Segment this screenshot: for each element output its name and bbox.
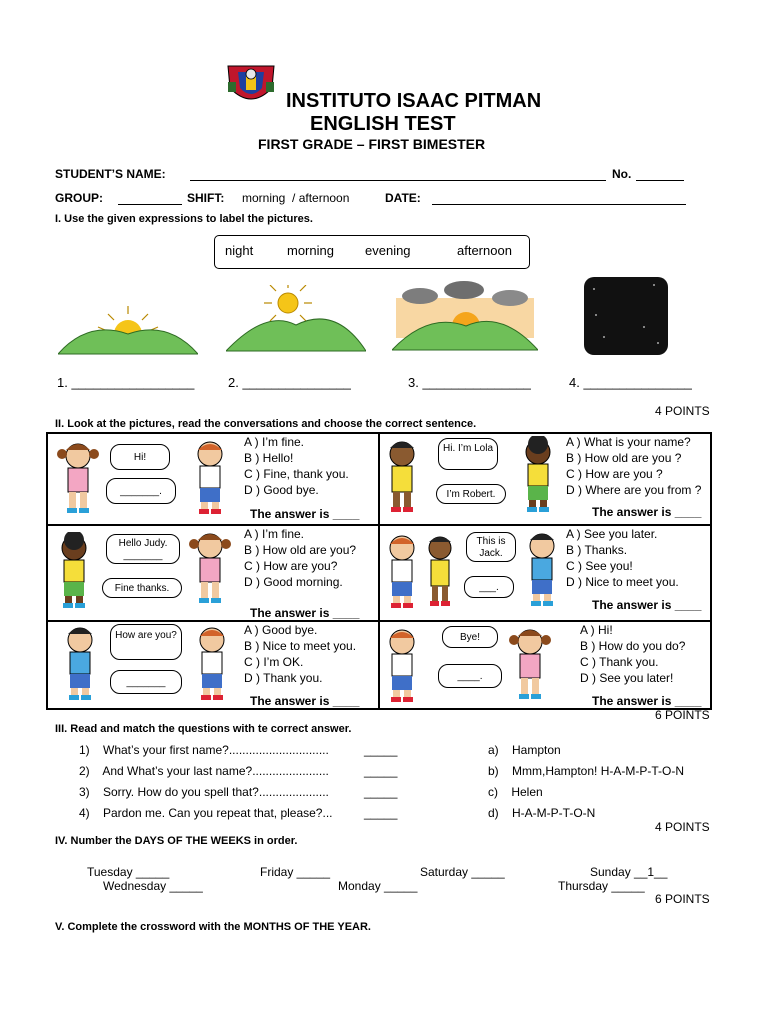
option-d[interactable]: D ) Good morning. bbox=[244, 575, 343, 589]
test-title: ENGLISH TEST bbox=[310, 113, 456, 135]
option-c[interactable]: C ) How are you ? bbox=[566, 467, 663, 481]
school-name: INSTITUTO ISAAC PITMAN bbox=[286, 90, 542, 112]
match-answer-d: d) H-A-M-P-T-O-N bbox=[488, 806, 596, 820]
conversation-grid bbox=[46, 432, 712, 710]
boy-figure bbox=[520, 530, 564, 613]
word-evening: evening bbox=[365, 243, 411, 258]
option-b[interactable]: B ) How old are you ? bbox=[566, 451, 682, 465]
speech-bubble-2: Fine thanks. bbox=[102, 578, 182, 598]
school-logo bbox=[220, 58, 282, 110]
option-d[interactable]: D ) Thank you. bbox=[244, 671, 323, 685]
option-d[interactable]: D ) See you later! bbox=[580, 671, 674, 685]
noon-sun-picture bbox=[226, 285, 366, 362]
answer-blank[interactable]: The answer is ____ bbox=[250, 507, 360, 521]
speech-bubble-2: I’m Robert. bbox=[436, 484, 506, 504]
option-b[interactable]: B ) Thanks. bbox=[566, 543, 628, 557]
group-label: GROUP: bbox=[55, 191, 103, 205]
match-answer-b: b) Mmm,Hampton! H-A-M-P-T-O-N bbox=[488, 764, 685, 778]
option-a[interactable]: A ) Hi! bbox=[580, 623, 613, 637]
option-c[interactable]: C ) I’m OK. bbox=[244, 655, 304, 669]
option-c[interactable]: C ) Thank you. bbox=[580, 655, 659, 669]
answer-blank[interactable]: The answer is ____ bbox=[250, 606, 360, 620]
option-c[interactable]: C ) See you! bbox=[566, 559, 633, 573]
girl-figure bbox=[508, 626, 552, 707]
grade-subtitle: FIRST GRADE – FIRST BIMESTER bbox=[258, 136, 486, 152]
match-answer-c: c) Helen bbox=[488, 785, 543, 799]
option-a[interactable]: A ) I’m fine. bbox=[244, 527, 305, 541]
option-d[interactable]: D ) Where are you from ? bbox=[566, 483, 702, 497]
boy-figure bbox=[52, 532, 96, 615]
match-question-1: 1) What’s your first name?.............................. bbox=[79, 743, 329, 757]
day-wednesday[interactable]: Wednesday _____ bbox=[103, 879, 203, 893]
section-1-points: 4 POINTS bbox=[655, 404, 710, 418]
option-b[interactable]: B ) How do you do? bbox=[580, 639, 686, 653]
girl-figure bbox=[380, 438, 424, 521]
speech-bubble-1: How are you? bbox=[110, 624, 182, 660]
speech-bubble-1: Bye! bbox=[442, 626, 498, 648]
answer-blank[interactable]: The answer is ____ bbox=[592, 694, 702, 708]
day-sunday[interactable]: Sunday __1__ bbox=[590, 865, 668, 879]
word-bank bbox=[214, 235, 530, 269]
option-a[interactable]: A ) What is your name? bbox=[566, 435, 691, 449]
boy-figure bbox=[188, 438, 232, 521]
match-blank-1[interactable]: _____ bbox=[364, 743, 398, 757]
speech-bubble-2: _______. bbox=[106, 478, 176, 504]
day-monday[interactable]: Monday _____ bbox=[338, 879, 418, 893]
day-friday[interactable]: Friday _____ bbox=[260, 865, 331, 879]
option-b[interactable]: B ) Hello! bbox=[244, 451, 294, 465]
conversation-cell-3 bbox=[47, 525, 379, 621]
word-morning: morning bbox=[287, 243, 334, 258]
conversation-cell-1 bbox=[47, 433, 379, 525]
day-tuesday[interactable]: Tuesday _____ bbox=[87, 865, 170, 879]
boy-figure bbox=[190, 624, 234, 707]
match-blank-3[interactable]: _____ bbox=[364, 785, 398, 799]
section-2-title: II. Look at the pictures, read the conversations and choose the correct sentence. bbox=[55, 418, 477, 430]
option-a[interactable]: A ) I’m fine. bbox=[244, 435, 305, 449]
section-1-title: I. Use the given expressions to label the pictures. bbox=[55, 213, 313, 225]
girl-figure bbox=[56, 440, 100, 521]
conversation-cell-5 bbox=[47, 621, 379, 709]
section-4-title: IV. Number the DAYS OF THE WEEKS in order. bbox=[55, 835, 298, 847]
option-d[interactable]: D ) Nice to meet you. bbox=[566, 575, 679, 589]
match-answer-a: a) Hampton bbox=[488, 743, 561, 757]
group-field[interactable] bbox=[118, 204, 182, 205]
match-question-2: 2) And What’s your last name?....................... bbox=[79, 764, 329, 778]
boy-figure bbox=[380, 532, 424, 615]
answer-blank[interactable]: The answer is ____ bbox=[250, 694, 360, 708]
evening-picture bbox=[392, 280, 538, 361]
option-c[interactable]: C ) How are you? bbox=[244, 559, 338, 573]
match-blank-2[interactable]: _____ bbox=[364, 764, 398, 778]
date-field[interactable] bbox=[432, 204, 686, 205]
answer-blank[interactable]: The answer is ____ bbox=[592, 505, 702, 519]
conversation-cell-4 bbox=[379, 525, 711, 621]
section-2-points: 6 POINTS bbox=[655, 708, 710, 722]
picture-blank-3[interactable]: 3. _______________ bbox=[408, 375, 531, 390]
shift-label: SHIFT: bbox=[187, 191, 225, 205]
day-saturday[interactable]: Saturday _____ bbox=[420, 865, 505, 879]
boy-figure bbox=[58, 624, 102, 707]
match-question-4: 4) Pardon me. Can you repeat that, please?... bbox=[79, 806, 333, 820]
speech-bubble-2: _______ bbox=[110, 670, 182, 694]
section-5-title: V. Complete the crossword with the MONTHS OF THE YEAR. bbox=[55, 921, 371, 933]
conversation-cell-2 bbox=[379, 433, 711, 525]
sunrise-picture bbox=[58, 290, 198, 365]
match-question-3: 3) Sorry. How do you spell that?..................... bbox=[79, 785, 329, 799]
option-b[interactable]: B ) Nice to meet you. bbox=[244, 639, 357, 653]
night-picture bbox=[584, 277, 668, 360]
student-name-label: STUDENT’S NAME: bbox=[55, 167, 166, 181]
boy-figure bbox=[380, 626, 424, 709]
speech-bubble-1: Hello Judy. _______ bbox=[106, 534, 180, 564]
girl-figure bbox=[188, 530, 232, 611]
option-c[interactable]: C ) Fine, thank you. bbox=[244, 467, 349, 481]
answer-blank[interactable]: The answer is ____ bbox=[592, 598, 702, 612]
word-night: night bbox=[225, 243, 254, 258]
number-field[interactable] bbox=[636, 180, 684, 181]
conversation-cell-6 bbox=[379, 621, 711, 709]
speech-bubble-1: Hi! bbox=[110, 444, 170, 470]
picture-blank-2[interactable]: 2. _______________ bbox=[228, 375, 351, 390]
picture-blank-1[interactable]: 1. _________________ bbox=[57, 375, 195, 390]
option-a[interactable]: A ) See you later. bbox=[566, 527, 658, 541]
section-4-points: 6 POINTS bbox=[655, 892, 710, 906]
option-a[interactable]: A ) Good bye. bbox=[244, 623, 318, 637]
section-3-points: 4 POINTS bbox=[655, 820, 710, 834]
picture-blank-4[interactable]: 4. _______________ bbox=[569, 375, 692, 390]
speech-bubble-1: Hi. I’m Lola bbox=[438, 438, 498, 470]
match-blank-4[interactable]: _____ bbox=[364, 806, 398, 820]
shift-value: morning / afternoon bbox=[242, 191, 350, 205]
boy-figure bbox=[516, 436, 560, 519]
day-thursday[interactable]: Thursday _____ bbox=[558, 879, 645, 893]
option-d[interactable]: D ) Good bye. bbox=[244, 483, 319, 497]
number-label: No. bbox=[612, 167, 632, 181]
option-b[interactable]: B ) How old are you? bbox=[244, 543, 357, 557]
girl-figure bbox=[420, 534, 460, 615]
speech-bubble-2: ___. bbox=[464, 576, 514, 598]
speech-bubble-1: This is Jack. bbox=[466, 532, 516, 562]
section-3-title: III. Read and match the questions with te correct answer. bbox=[55, 723, 352, 735]
speech-bubble-2: ____. bbox=[438, 664, 502, 688]
word-afternoon: afternoon bbox=[457, 243, 512, 258]
date-label: DATE: bbox=[385, 191, 421, 205]
student-name-field[interactable] bbox=[190, 180, 606, 181]
